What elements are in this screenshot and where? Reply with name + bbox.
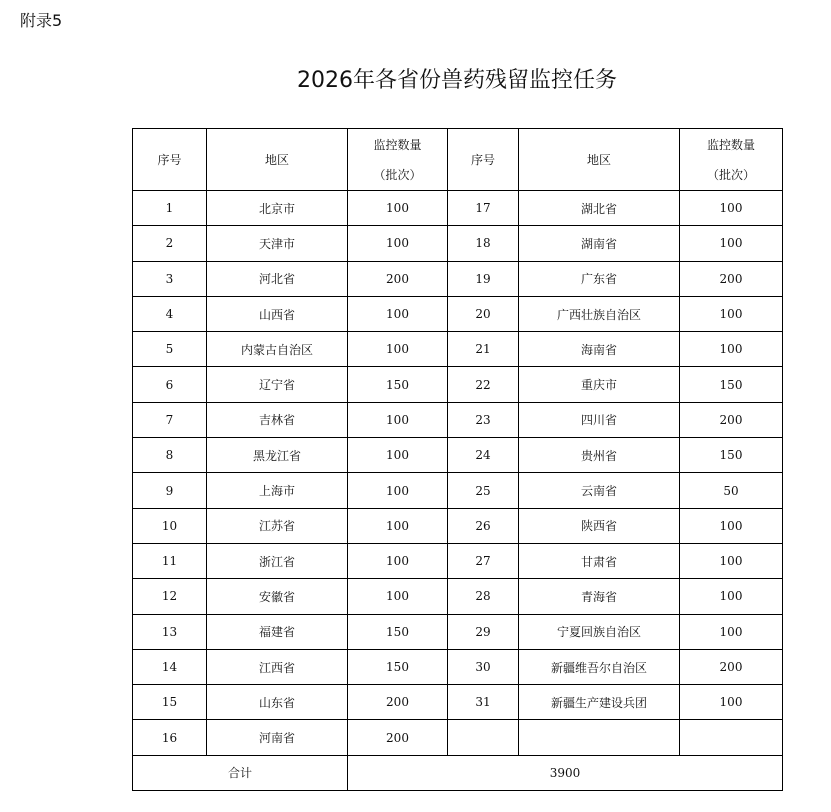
count-cell: 100 — [680, 226, 783, 261]
table-row — [133, 579, 783, 614]
seq-cell: 14 — [133, 649, 207, 684]
seq-cell: 9 — [133, 473, 207, 508]
seq-cell: 13 — [133, 614, 207, 649]
count-cell: 100 — [680, 191, 783, 226]
count-cell: 100 — [680, 614, 783, 649]
table-row — [133, 191, 783, 226]
region-cell: 海南省 — [519, 332, 680, 367]
region-cell: 湖南省 — [519, 226, 680, 261]
region-cell: 河北省 — [207, 261, 348, 296]
seq-cell: 24 — [448, 438, 519, 473]
seq-cell: 19 — [448, 261, 519, 296]
seq-cell: 6 — [133, 367, 207, 402]
count-cell: 100 — [348, 296, 448, 331]
seq-cell: 20 — [448, 296, 519, 331]
count-cell: 100 — [680, 332, 783, 367]
count-cell: 100 — [348, 191, 448, 226]
seq-cell: 18 — [448, 226, 519, 261]
region-cell: 安徽省 — [207, 579, 348, 614]
count-cell: 100 — [348, 402, 448, 437]
table-row — [133, 473, 783, 508]
region-cell: 广东省 — [519, 261, 680, 296]
count-cell: 200 — [680, 261, 783, 296]
seq-cell: 22 — [448, 367, 519, 402]
appendix-label: 附录5 — [20, 11, 63, 30]
count-cell: 100 — [348, 473, 448, 508]
count-cell: 100 — [348, 508, 448, 543]
region-cell: 内蒙古自治区 — [207, 332, 348, 367]
region-cell: 江西省 — [207, 649, 348, 684]
seq-cell: 27 — [448, 543, 519, 578]
count-cell: 200 — [680, 649, 783, 684]
count-cell: 50 — [680, 473, 783, 508]
region-cell: 四川省 — [519, 402, 680, 437]
table-row — [133, 614, 783, 649]
region-cell: 河南省 — [207, 720, 348, 755]
count-cell: 200 — [348, 720, 448, 755]
header-count-label: 监控数量 — [706, 137, 755, 152]
region-cell: 吉林省 — [207, 402, 348, 437]
seq-cell: 11 — [133, 543, 207, 578]
header-region-right: 地区 — [519, 129, 680, 191]
seq-cell: 10 — [133, 508, 207, 543]
table-row — [133, 720, 783, 755]
seq-cell: 5 — [133, 332, 207, 367]
region-cell: 江苏省 — [207, 508, 348, 543]
header-seq-right: 序号 — [448, 129, 519, 191]
header-region-left: 地区 — [207, 129, 348, 191]
count-cell: 200 — [348, 261, 448, 296]
count-cell: 150 — [348, 367, 448, 402]
header-count-unit: （批次） — [373, 167, 422, 182]
region-cell: 浙江省 — [207, 543, 348, 578]
region-cell: 福建省 — [207, 614, 348, 649]
region-cell: 广西壮族自治区 — [519, 296, 680, 331]
region-cell: 陕西省 — [519, 508, 680, 543]
table-body — [133, 191, 783, 791]
table-row — [133, 296, 783, 331]
region-cell: 湖北省 — [519, 191, 680, 226]
seq-cell: 4 — [133, 296, 207, 331]
seq-cell — [448, 720, 519, 755]
count-cell: 100 — [348, 579, 448, 614]
header-count-left — [348, 129, 448, 191]
region-cell: 天津市 — [207, 226, 348, 261]
seq-cell: 23 — [448, 402, 519, 437]
table-row — [133, 438, 783, 473]
count-cell: 150 — [680, 438, 783, 473]
seq-cell: 1 — [133, 191, 207, 226]
total-label: 合计 — [133, 755, 348, 790]
seq-cell: 31 — [448, 685, 519, 720]
count-cell: 100 — [348, 543, 448, 578]
header-count-unit: （批次） — [706, 167, 755, 182]
count-cell: 100 — [348, 226, 448, 261]
region-cell: 上海市 — [207, 473, 348, 508]
count-cell: 100 — [348, 332, 448, 367]
region-cell: 新疆生产建设兵团 — [519, 685, 680, 720]
count-cell: 150 — [348, 649, 448, 684]
seq-cell: 30 — [448, 649, 519, 684]
seq-cell: 3 — [133, 261, 207, 296]
total-row — [133, 755, 783, 790]
region-cell: 山东省 — [207, 685, 348, 720]
count-cell — [680, 720, 783, 755]
seq-cell: 2 — [133, 226, 207, 261]
region-cell: 青海省 — [519, 579, 680, 614]
seq-cell: 29 — [448, 614, 519, 649]
seq-cell: 21 — [448, 332, 519, 367]
table-row — [133, 685, 783, 720]
table-row — [133, 543, 783, 578]
count-cell: 200 — [348, 685, 448, 720]
region-cell: 辽宁省 — [207, 367, 348, 402]
seq-cell: 7 — [133, 402, 207, 437]
count-cell: 150 — [680, 367, 783, 402]
table-row — [133, 649, 783, 684]
region-cell: 黑龙江省 — [207, 438, 348, 473]
count-cell: 100 — [680, 296, 783, 331]
count-cell: 100 — [680, 508, 783, 543]
count-cell: 150 — [348, 614, 448, 649]
seq-cell: 28 — [448, 579, 519, 614]
table-row — [133, 367, 783, 402]
document-title: 2026年各省份兽药残留监控任务 — [297, 68, 617, 93]
seq-cell: 26 — [448, 508, 519, 543]
region-cell: 云南省 — [519, 473, 680, 508]
header-seq-left: 序号 — [133, 129, 207, 191]
table-row — [133, 508, 783, 543]
region-cell: 北京市 — [207, 191, 348, 226]
header-count-right — [680, 129, 783, 191]
region-cell: 宁夏回族自治区 — [519, 614, 680, 649]
seq-cell: 25 — [448, 473, 519, 508]
table-row — [133, 261, 783, 296]
table-header-row — [133, 129, 783, 191]
seq-cell: 12 — [133, 579, 207, 614]
count-cell: 100 — [348, 438, 448, 473]
total-value: 3900 — [348, 755, 783, 790]
region-cell: 甘肃省 — [519, 543, 680, 578]
seq-cell: 8 — [133, 438, 207, 473]
region-cell: 贵州省 — [519, 438, 680, 473]
table-row — [133, 226, 783, 261]
table-row — [133, 402, 783, 437]
region-cell: 重庆市 — [519, 367, 680, 402]
monitoring-task-table — [132, 128, 783, 791]
region-cell: 新疆维吾尔自治区 — [519, 649, 680, 684]
region-cell — [519, 720, 680, 755]
header-count-label: 监控数量 — [373, 137, 422, 152]
table-row — [133, 332, 783, 367]
seq-cell: 16 — [133, 720, 207, 755]
count-cell: 200 — [680, 402, 783, 437]
count-cell: 100 — [680, 579, 783, 614]
count-cell: 100 — [680, 543, 783, 578]
seq-cell: 17 — [448, 191, 519, 226]
seq-cell: 15 — [133, 685, 207, 720]
region-cell: 山西省 — [207, 296, 348, 331]
count-cell: 100 — [680, 685, 783, 720]
